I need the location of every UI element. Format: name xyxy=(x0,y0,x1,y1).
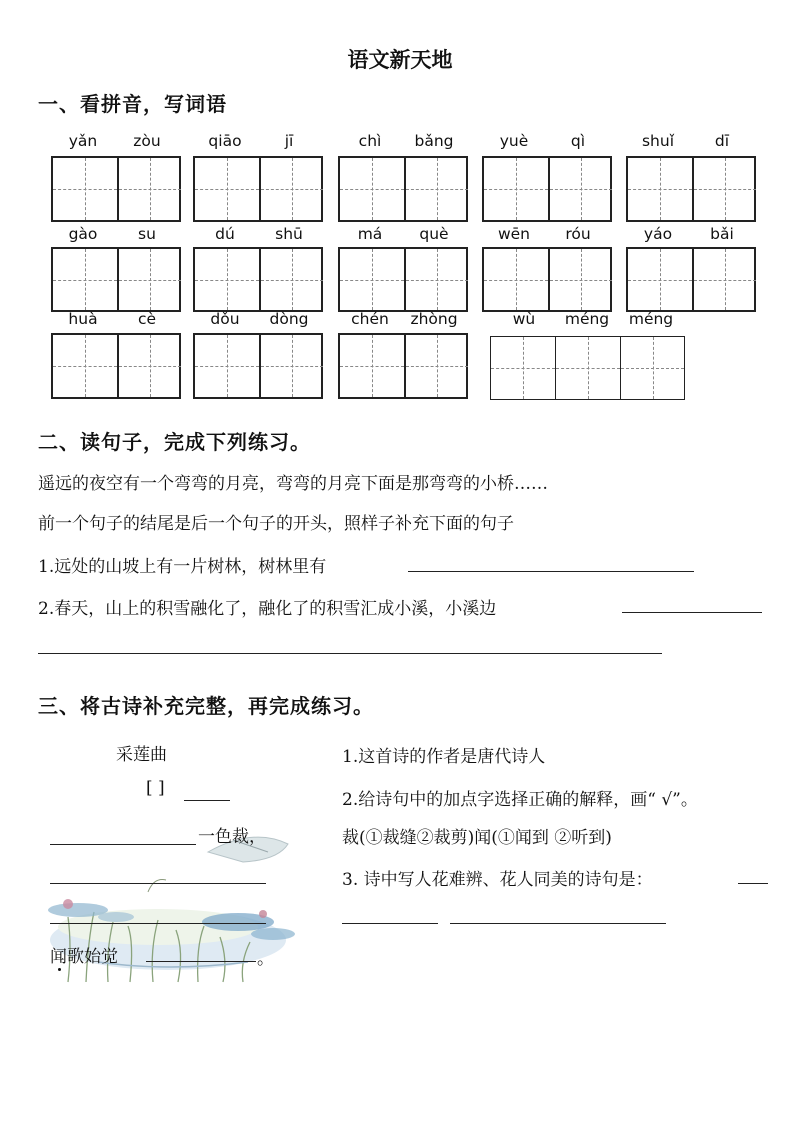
writing-box[interactable] xyxy=(193,333,323,399)
poem-question-2: 2.给诗句中的加点字选择正确的解释，画“ √”。 xyxy=(342,790,698,810)
answer-line[interactable] xyxy=(342,923,438,924)
question-2: 2.春天，山上的积雪融化了，融化了的积雪汇成小溪，小溪边 xyxy=(38,599,497,619)
writing-box[interactable] xyxy=(193,156,323,222)
writing-box[interactable] xyxy=(482,247,612,312)
pinyin-label: jī xyxy=(284,132,294,150)
poem-line4-start: 闻歌始觉 xyxy=(50,947,118,967)
pinyin-label: shū xyxy=(275,225,303,243)
pinyin-label: yǎn xyxy=(68,132,98,150)
pinyin-label: gào xyxy=(68,225,98,243)
pinyin-label: wù xyxy=(512,310,536,328)
pinyin-label: huà xyxy=(68,310,98,328)
writing-box[interactable] xyxy=(51,247,181,312)
pinyin-label: chén xyxy=(351,310,389,328)
author-bracket: [ ] xyxy=(146,778,165,798)
poem-line2-blank[interactable] xyxy=(50,883,266,884)
answer-line[interactable] xyxy=(450,923,666,924)
pinyin-label: qì xyxy=(570,132,586,150)
section2-heading: 二、读句子，完成下列练习。 xyxy=(38,430,311,454)
pinyin-label: qiāo xyxy=(208,132,242,150)
pinyin-label: zòu xyxy=(133,132,161,150)
answer-line[interactable] xyxy=(38,653,662,654)
pinyin-label: dú xyxy=(215,225,235,243)
poem-line1-end: 一色裁， xyxy=(198,827,266,847)
pinyin-label: cè xyxy=(137,310,157,328)
pinyin-label: wēn xyxy=(497,225,531,243)
writing-box[interactable] xyxy=(338,333,468,399)
writing-box[interactable] xyxy=(51,333,181,399)
emphasis-dot xyxy=(58,968,61,971)
pinyin-label: yuè xyxy=(499,132,529,150)
writing-box[interactable] xyxy=(626,247,756,312)
section1-heading: 一、看拼音，写词语 xyxy=(38,92,227,116)
pinyin-label: què xyxy=(419,225,449,243)
poem-question-1: 1.这首诗的作者是唐代诗人 xyxy=(342,747,546,767)
question-1: 1.远处的山坡上有一片树林，树林里有 xyxy=(38,557,327,577)
pinyin-label: chì xyxy=(358,132,382,150)
pinyin-label: méng xyxy=(628,310,674,328)
poem-question-3: 3. 诗中写人花难辨、花人同美的诗句是： xyxy=(342,870,653,890)
example-sentence: 遥远的夜空有一个弯弯的月亮，弯弯的月亮下面是那弯弯的小桥…… xyxy=(38,474,548,494)
poem-line3-blank[interactable] xyxy=(50,923,266,924)
pinyin-label: méng xyxy=(564,310,610,328)
writing-box[interactable] xyxy=(338,247,468,312)
pinyin-label: má xyxy=(357,225,383,243)
pinyin-label: dī xyxy=(714,132,730,150)
writing-box[interactable] xyxy=(626,156,756,222)
answer-line[interactable] xyxy=(622,612,762,613)
poem-line4-end: 。 xyxy=(257,949,274,969)
pinyin-label: róu xyxy=(565,225,591,243)
answer-line[interactable] xyxy=(408,571,694,572)
pinyin-label: su xyxy=(138,225,156,243)
writing-box[interactable] xyxy=(490,336,685,400)
pinyin-label: shuǐ xyxy=(641,132,675,150)
poem-line1-blank[interactable] xyxy=(50,844,196,845)
poem-title: 采莲曲 xyxy=(116,745,167,765)
pinyin-label: bǎi xyxy=(710,225,734,243)
writing-box[interactable] xyxy=(51,156,181,222)
writing-box[interactable] xyxy=(338,156,468,222)
pinyin-label: zhòng xyxy=(410,310,458,328)
writing-box[interactable] xyxy=(193,247,323,312)
section3-heading: 三、将古诗补充完整，再完成练习。 xyxy=(38,694,374,718)
poem-line4-blank[interactable] xyxy=(146,961,256,962)
pinyin-label: yáo xyxy=(643,225,673,243)
pinyin-label: bǎng xyxy=(414,132,454,150)
pinyin-label: dòng xyxy=(269,310,309,328)
pinyin-label: dǒu xyxy=(210,310,240,328)
answer-line[interactable] xyxy=(738,883,768,884)
writing-box[interactable] xyxy=(482,156,612,222)
author-blank[interactable] xyxy=(184,800,230,801)
page-title: 语文新天地 xyxy=(347,47,453,72)
instruction-text: 前一个句子的结尾是后一个句子的开头，照样子补充下面的句子 xyxy=(38,514,514,534)
poem-question-2-options: 裁(①裁缝②裁剪)闻(①闻到 ②听到) xyxy=(342,828,612,848)
